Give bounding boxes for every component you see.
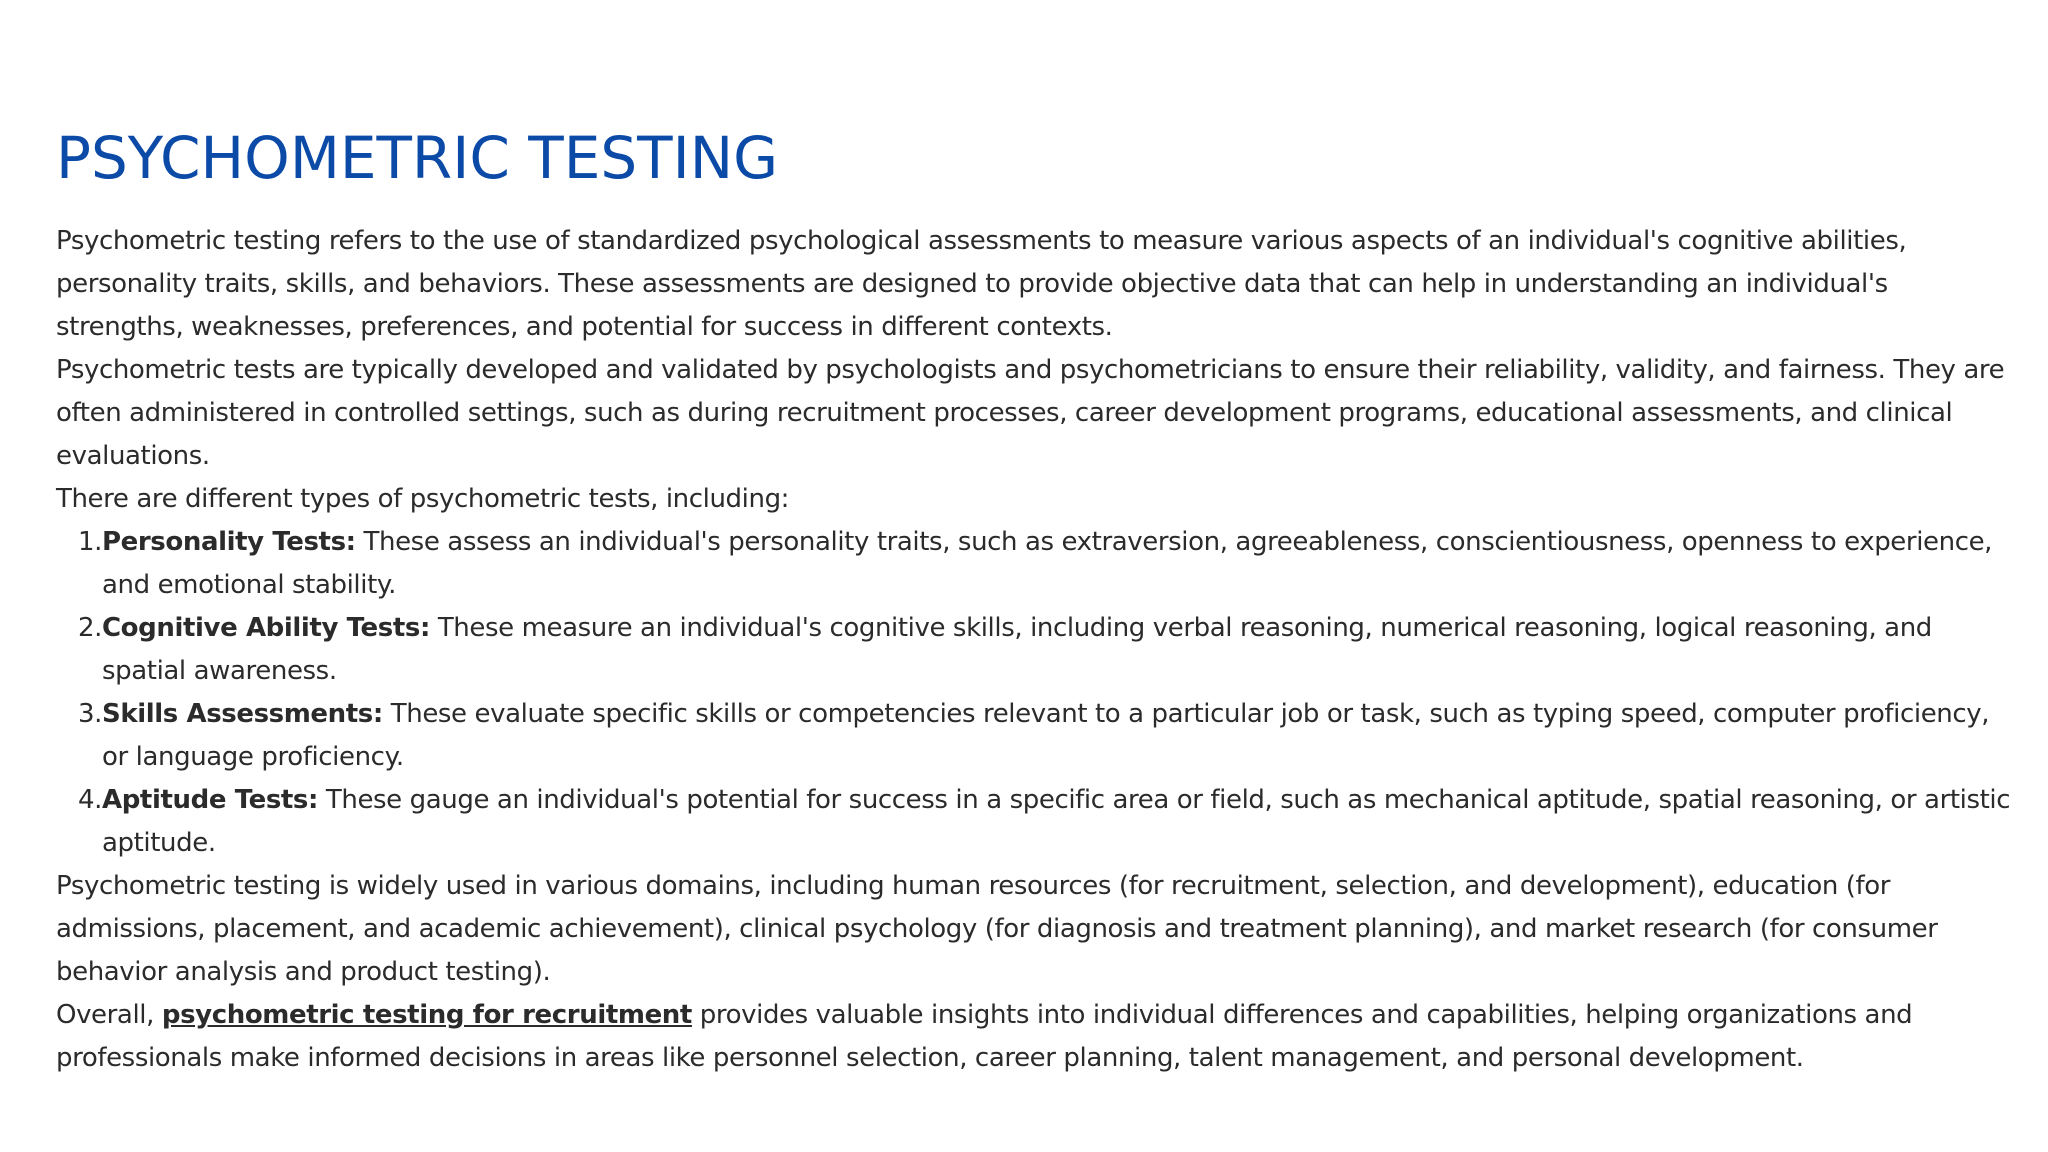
list-term: Skills Assessments: bbox=[102, 699, 383, 729]
list-item bbox=[56, 521, 2016, 607]
page-title: PSYCHOMETRIC TESTING bbox=[56, 124, 779, 192]
list-number: 3. bbox=[78, 699, 103, 729]
list-term: Aptitude Tests: bbox=[102, 785, 319, 815]
list-item bbox=[56, 779, 2016, 865]
list-number: 2. bbox=[78, 613, 103, 643]
conclusion-suffix: provides valuable insights into individual differences and capabilities, helping organizations and professionals make informed decisions in areas like personnel selection, career planning, talent management, and personal development. bbox=[56, 1000, 1913, 1073]
types-intro: There are different types of psychometric tests, including: bbox=[56, 484, 790, 514]
list-term: Cognitive Ability Tests: bbox=[102, 613, 430, 643]
list-text: These gauge an individual's potential for success in a specific area or field, such as mechanical aptitude, spatial reasoning, or artistic aptitude. bbox=[102, 785, 2011, 858]
development-paragraph: Psychometric tests are typically developed and validated by psychologists and psychometricians to ensure their reliability, validity, and fairness. They are often administered in controlled settings, such as during recruitment processes, career development programs, educational assessments, and clinical evaluations. bbox=[56, 355, 2005, 471]
list-number: 1. bbox=[78, 527, 103, 557]
list-text: These evaluate specific skills or competencies relevant to a particular job or task, such as typing speed, computer proficiency, or language proficiency. bbox=[102, 699, 1990, 772]
conclusion-prefix: Overall, bbox=[56, 1000, 162, 1030]
article bbox=[56, 118, 2016, 1080]
list-term: Personality Tests: bbox=[102, 527, 356, 557]
usage-paragraph: Psychometric testing is widely used in various domains, including human resources (for recruitment, selection, and development), education (for admissions, placement, and academic achievement), clinical psychology (for diagnosis and treatment planning), and market research (for consumer behavior analysis and product testing). bbox=[56, 871, 1938, 987]
list-item bbox=[56, 607, 2016, 693]
recruitment-link[interactable]: psychometric testing for recruitment bbox=[161, 1000, 692, 1030]
test-types-list bbox=[56, 521, 2016, 865]
intro-paragraph: Psychometric testing refers to the use of standardized psychological assessments to measure various aspects of an individual's cognitive abilities, personality traits, skills, and behaviors. These assessments are designed to provide objective data that can help in understanding an individual's strengths, weaknesses, preferences, and potential for success in different contexts. bbox=[56, 226, 1907, 342]
list-item bbox=[56, 693, 2016, 779]
list-text: These assess an individual's personality traits, such as extraversion, agreeableness, conscientiousness, openness to experience, and emotional stability. bbox=[102, 527, 1993, 600]
list-text: These measure an individual's cognitive skills, including verbal reasoning, numerical reasoning, logical reasoning, and spatial awareness. bbox=[102, 613, 1932, 686]
conclusion-paragraph bbox=[56, 994, 2016, 1080]
article-body bbox=[56, 220, 2016, 1080]
list-number: 4. bbox=[78, 785, 103, 815]
